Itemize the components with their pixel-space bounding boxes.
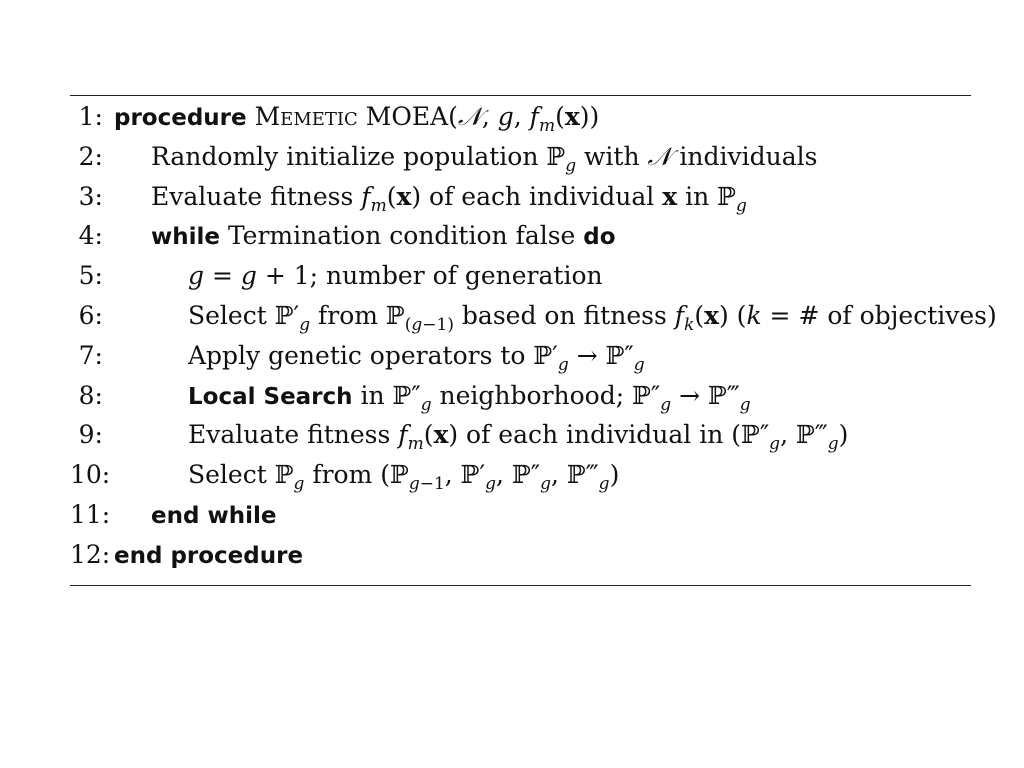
- line-content: end procedure: [114, 542, 304, 569]
- algorithm-line-7: [70, 336, 971, 376]
- line-content: Evaluate fitness $f_m(x)$ of each individual in ($ℙ''_g$, $ℙ‴_g$): [188, 420, 849, 455]
- line-number: 1:: [78, 102, 103, 131]
- line-content: Select $ℙ'_g$ from ℙ$_{(g-1)}$ based on fitness $f_k(x) (k$ = # of objectives): [188, 300, 997, 335]
- line-number: 12:: [70, 539, 111, 569]
- line-content: g = g + 1; number of generation: [188, 261, 603, 291]
- algorithm-line-3: [70, 177, 971, 217]
- line-number: 6:: [78, 300, 103, 330]
- line-content: procedure Memetic MOEA(𝒩, g, $f_m(x)$): [114, 102, 600, 136]
- algorithm-line-5: [70, 256, 971, 296]
- line-number: 11:: [70, 499, 111, 529]
- line-content: Local Search in $ℙ''_g$ neighborhood; $ℙ''_g$ → $ℙ‴_g$: [188, 380, 751, 415]
- line-number: 4:: [78, 221, 103, 251]
- algorithm-line-4: [70, 216, 971, 256]
- algorithm-line-12: [70, 535, 971, 575]
- algorithm-line-6: [70, 296, 997, 336]
- algorithm-line-10: [70, 455, 971, 495]
- line-number: 5:: [78, 261, 103, 291]
- line-number: 3:: [78, 181, 103, 211]
- line-number: 9:: [78, 420, 103, 450]
- line-number: 10:: [70, 460, 111, 490]
- line-number: 7:: [78, 340, 103, 370]
- algorithm-line-1: [70, 97, 971, 137]
- line-number: 2:: [78, 141, 103, 171]
- bottom-rule: [70, 585, 971, 586]
- algorithm-line-9: [70, 415, 971, 455]
- line-content: while Termination condition false do: [151, 221, 616, 251]
- algorithm-line-2: [70, 137, 971, 177]
- line-content: end while: [151, 502, 277, 529]
- algorithm-line-8: [70, 376, 971, 416]
- line-number: 8:: [78, 380, 103, 410]
- algorithm-block: [70, 97, 997, 575]
- top-rule: [70, 95, 971, 96]
- line-content: Evaluate fitness $f_m(x)$ of each individual x in ℙ$_g$: [151, 181, 747, 216]
- line-content: Apply genetic operators to $ℙ'_g$ → $ℙ''_g$: [188, 340, 645, 375]
- line-content: Select ℙ$_g$ from (ℙ$_{g-1}$, $ℙ'_g$, $ℙ''_g$, $ℙ‴_g$): [188, 460, 620, 495]
- line-content: Randomly initialize population ℙ$_g$ with 𝒩 individuals: [151, 141, 818, 176]
- algorithm-line-11: [70, 495, 971, 535]
